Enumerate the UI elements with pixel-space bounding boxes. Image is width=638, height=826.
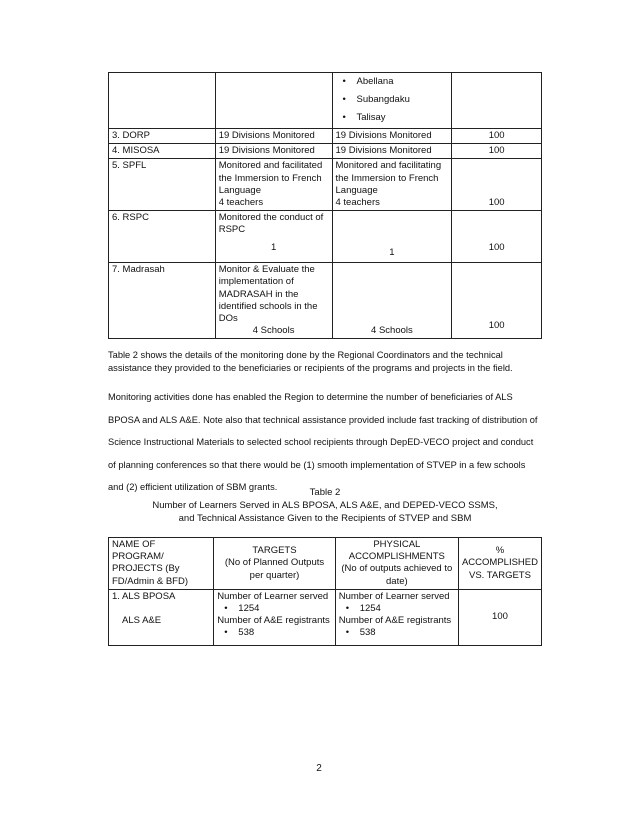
table-row <box>109 159 542 211</box>
target-line: the Immersion to French <box>218 172 322 184</box>
target-line: Monitored and facilitated <box>218 160 323 172</box>
accomplished-line: Monitored and facilitating <box>335 160 442 172</box>
accomplished-cell: 19 Divisions Monitored <box>332 144 452 159</box>
table-row <box>109 129 542 144</box>
target-line: Monitored the conduct of <box>218 212 324 224</box>
paragraph-monitoring-activities: Monitoring activities done has enabled the Region to determine the number of beneficiaries of ALS BPOSA and ALS A&E. Note also that technical assistance provided include fast tracking of distribution of Science Instructional Materials to selected school recipients through DepED-VECO project and conduct of planning conferences so that there would be (1) smooth implementation of STVEP in a few schools and (2) efficient utilization of SBM grants. <box>108 392 538 492</box>
program-name: 5. SPFL <box>109 159 216 211</box>
list-item: • Abellana <box>336 76 449 94</box>
target-cell: 19 Divisions Monitored <box>215 129 332 144</box>
accomplished-cell <box>332 159 452 211</box>
program-name: 7. Madrasah <box>109 263 216 339</box>
percent-cell: 100 <box>458 589 541 645</box>
target-cell <box>215 263 332 339</box>
target-cell: 19 Divisions Monitored <box>215 144 332 159</box>
accomplished-cell: 4 Schools <box>332 263 452 339</box>
target-line: identified schools in the <box>218 300 318 312</box>
target-line: Language <box>218 184 261 196</box>
program-name: 3. DORP <box>109 129 216 144</box>
list-item: • Subangdaku <box>336 94 449 112</box>
program-name: 6. RSPC <box>109 211 216 263</box>
target-line: Monitor & Evaluate the <box>218 264 315 276</box>
program-name: 4. MISOSA <box>109 144 216 159</box>
school-list-cell <box>332 73 452 129</box>
table-row <box>109 589 542 645</box>
accomplished-cell: 19 Divisions Monitored <box>332 129 452 144</box>
table-row <box>109 144 542 159</box>
table-row <box>109 73 542 129</box>
target-line: DOs <box>218 313 238 325</box>
list-item: • 538 <box>217 627 331 639</box>
table-row <box>109 263 542 339</box>
target-cell <box>215 211 332 263</box>
target-cell: Number of Learner served • 1254 Number of A&E registrants • 538 <box>214 589 335 645</box>
header-name: NAME OF PROGRAM/ PROJECTS (By FD/Admin & BFD) <box>109 538 214 590</box>
accomplished-line: 4 teachers <box>335 197 380 209</box>
target-line: 4 teachers <box>218 197 264 209</box>
percent-cell: 100 <box>452 129 542 144</box>
percent-cell: 100 <box>452 159 542 211</box>
list-item: • 538 <box>339 627 455 639</box>
target-count: 4 Schools <box>252 325 295 337</box>
target-line: MADRASAH in the <box>218 288 299 300</box>
percent-cell: 100 <box>452 263 542 339</box>
target-count: 1 <box>270 241 277 253</box>
target-line: RSPC <box>218 224 246 236</box>
table-caption-subtitle: and Technical Assistance Given to the Recipients of STVEP and SBM <box>178 513 472 524</box>
accomplished-line: Language <box>335 184 378 196</box>
header-percent: % ACCOMPLISHED VS. TARGETS <box>458 538 541 590</box>
list-item: • 1254 <box>339 603 455 615</box>
table-row <box>109 211 542 263</box>
program-name: 1. ALS BPOSA ALS A&E <box>109 589 214 645</box>
percent-cell: 100 <box>452 144 542 159</box>
target-cell <box>215 159 332 211</box>
monitoring-table <box>108 72 542 339</box>
learners-served-table <box>108 537 542 646</box>
table-caption-label: Table 2 <box>309 487 341 498</box>
list-item: • Talisay <box>336 112 449 124</box>
paragraph-table-description: Table 2 shows the details of the monitoring done by the Regional Coordinators and the technical assistance they provided to the beneficiaries or recipients of the programs and projects in the field. <box>108 350 513 373</box>
page-number: 2 <box>316 763 322 774</box>
list-item: • 1254 <box>217 603 331 615</box>
accomplished-cell: 1 <box>332 211 452 263</box>
header-physical: PHYSICAL ACCOMPLISHMENTS (No of outputs achieved to date) <box>335 538 458 590</box>
header-targets: TARGETS (No of Planned Outputs per quarter) <box>214 538 335 590</box>
percent-cell: 100 <box>452 211 542 263</box>
accomplished-cell: Number of Learner served • 1254 Number of A&E registrants • 538 <box>335 589 458 645</box>
target-line: implementation of <box>218 276 294 288</box>
accomplished-line: the Immersion to French <box>335 172 439 184</box>
table-header-row <box>109 538 542 590</box>
table-caption-title: Number of Learners Served in ALS BPOSA, ALS A&E, and DEPED-VECO SSMS, <box>152 500 498 511</box>
